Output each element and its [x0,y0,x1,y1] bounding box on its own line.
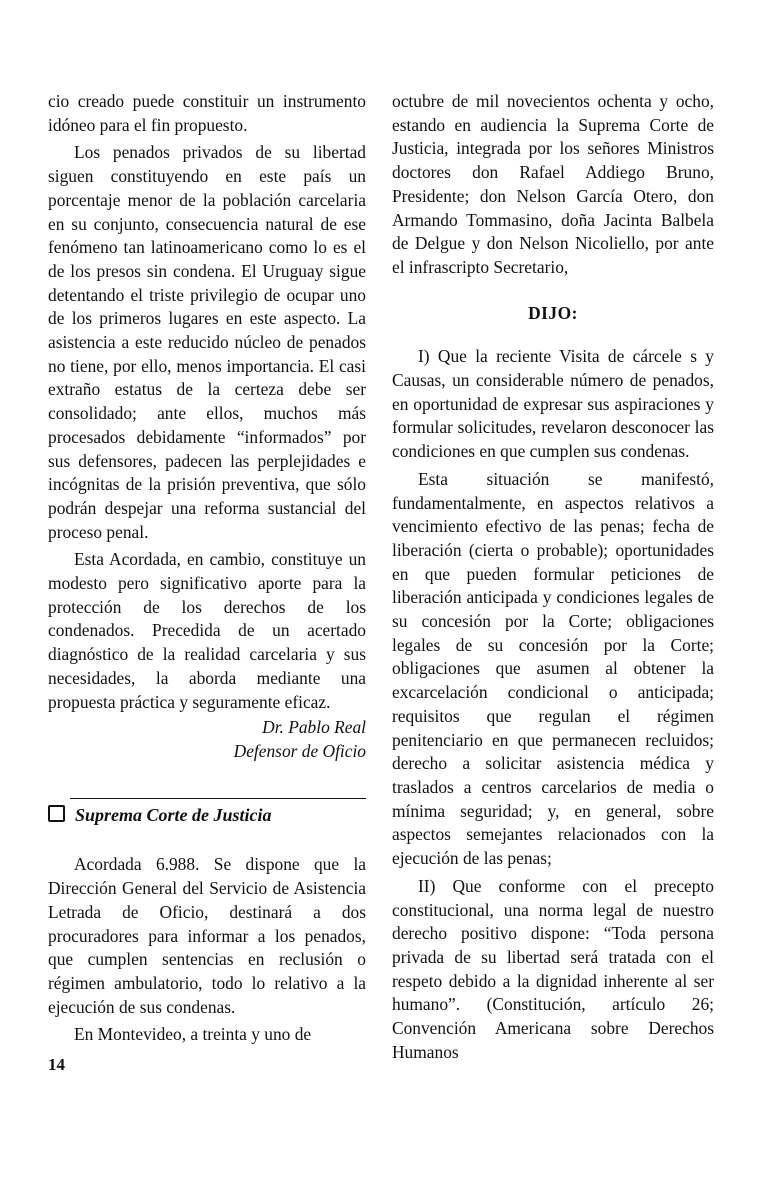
section-divider [70,798,366,799]
paragraph: Esta Acordada, en cambio, constituye un modesto pero significativo aporte para la protección de los derechos de los condenados. Precedida de un acertado diagnóstico de la realidad carcelaria y sus necesidades, la aborda mediante una propuesta práctica y seguramente eficaz. [48,549,366,712]
heading-dijo: DIJO: [528,302,578,323]
paragraph: II) Que conforme con el precepto constitucional, una norma legal de nuestro derecho positivo dispone: “Toda persona privada de su libertad será tratada con el respeto debido a la dignidad inherente al ser humano”. (Constitución, artículo 26; Convención Americana sobre Derechos Humanos [392,875,714,1062]
paragraph: octubre de mil novecientos ochenta y ocho, estando en audiencia la Suprema Corte de Justicia, integrada por los señores Ministros doctores don Rafael Addiego Bruno, Presidente; don Nelson García Otero, don Armando Tommasino, doña Jacinta Balbela de Delgue y don Nelson Nicoliello, por ante el infrascripto Secretario, [392,91,714,277]
paragraph: En Montevideo, a treinta y uno de [74,1024,312,1045]
signature [48,716,366,763]
signature-title: Defensor de Oficio [233,740,366,761]
signature-name: Dr. Pablo Real [262,717,366,738]
checkbox-square-icon [48,805,65,822]
paragraph: I) Que la reciente Visita de cárcele s y Causas, un considerable número de penados, en oportunidad de expresar sus aspiraciones y formular solicitudes, revelaron desconocer las condiciones en que cumplen sus condenas. [392,346,714,462]
left-column [48,90,366,1047]
paragraph: Esta situación se manifestó, fundamentalmente, en aspectos relativos a vencimiento efectivo de las penas; fecha de liberación (cierta o probable); oportunidades en que pueden formular peticiones de liberación anticipada y condiciones legales de su concesión por la Corte; obligaciones legales de su concesión por la Corte; obligaciones que asumen al obtener la excarcelación condicional o anticipada; requisitos que regulan el régimen penitenciario en que permanecen recluidos; derecho a solicitar asistencia médica y traslados a centros carcelarios de media o mínima seguridad; y, en general, sobre aspectos semejantes relacionados con la ejecución de las penas; [392,468,714,869]
right-column [392,90,714,1064]
page-number: 14 [48,1055,65,1074]
section-title: Suprema Corte de Justicia [75,804,272,825]
section-heading [48,798,366,828]
paragraph: cio creado puede constituir un instrumento idóneo para el fin propuesto. [48,91,366,135]
paragraph: Acordada 6.988. Se dispone que la Dirección General del Servicio de Asistencia Letrada de Oficio, destinará a dos procuradores para informar a los penados, que cumplen sentencias en reclusión o régimen ambulatorio, todo lo relativo a la ejecución de sus condenas. [48,854,366,1017]
paragraph: Los penados privados de su libertad siguen constituyendo en este país un porcentaje menor de la población carcelaria en su conjunto, consecuencia natural de ese fenómeno tan latinoamericano como lo es el de los presos sin condena. El Uruguay sigue detentando el triste privilegio de ocupar uno de los primeros lugares en este aspecto. La asistencia a este reducido núcleo de penados no tiene, por ello, menos importancia. El casi extraño estatus de la certeza debe ser consolidado; ante ellos, muchos más procesados debidamente “informados” por sus defensores, padecen las perplejidades e incógnitas de la prisión preventiva, que sólo podrán despejar una reforma sustancial del proceso penal. [48,142,366,542]
